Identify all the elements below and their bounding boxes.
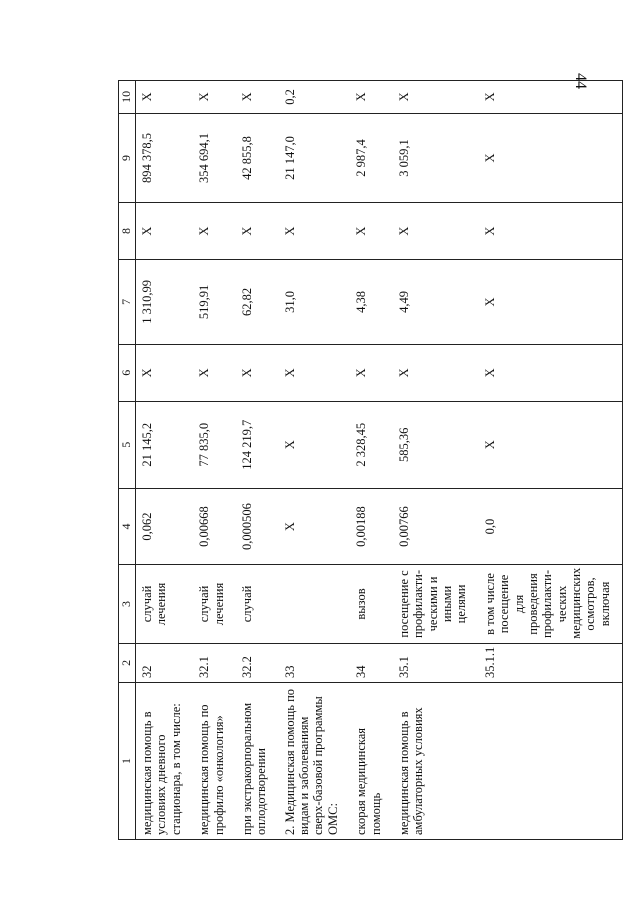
header-cell: 3 — [119, 565, 136, 644]
header-cell: 8 — [119, 203, 136, 260]
table-cell-col-1: медицинская помощь в амбулаторных условиях — [393, 682, 479, 839]
table-cell-col-4: 0,00668 — [193, 488, 236, 564]
table-cell-col-10: 0,2 — [279, 81, 351, 114]
table-cell-col-10: Х — [193, 81, 236, 114]
table-cell-col-3: вызов — [350, 565, 393, 644]
table-cell-col-1: скорая медицинская помощь — [350, 682, 393, 839]
table-cell-col-7: 1 310,99 — [136, 259, 194, 344]
table-cell-col-6: Х — [350, 344, 393, 401]
table-cell-col-6: Х — [236, 344, 279, 401]
table-row — [350, 81, 393, 840]
header-cell: 4 — [119, 488, 136, 564]
table-cell-col-9: 2 987,4 — [350, 113, 393, 202]
table-cell-col-3: случай лечения — [136, 565, 194, 644]
rotated-table-container — [118, 80, 612, 840]
table-cell-col-3: случай лечения — [193, 565, 236, 644]
table-cell-col-1: медицинская помощь в условиях дневного стационара, в том числе: — [136, 682, 194, 839]
table-cell-col-6: Х — [136, 344, 194, 401]
table-cell-col-8: Х — [136, 203, 194, 260]
table-cell-col-5: 77 835,0 — [193, 401, 236, 488]
table-cell-col-5: 124 219,7 — [236, 401, 279, 488]
header-cell: 10 — [119, 81, 136, 114]
table-cell-col-7: Х — [479, 259, 623, 344]
header-cell: 5 — [119, 401, 136, 488]
table-cell-col-7: 62,82 — [236, 259, 279, 344]
table-cell-col-5: 21 145,2 — [136, 401, 194, 488]
header-cell: 6 — [119, 344, 136, 401]
table-cell-col-8: Х — [279, 203, 351, 260]
table-cell-col-9: 3 059,1 — [393, 113, 479, 202]
table-cell-col-7: 4,49 — [393, 259, 479, 344]
table-cell-col-8: Х — [393, 203, 479, 260]
table-cell-col-2: 32.2 — [236, 643, 279, 682]
header-cell: 9 — [119, 113, 136, 202]
table-cell-col-5: 585,36 — [393, 401, 479, 488]
table-cell-col-6: Х — [279, 344, 351, 401]
table-cell-col-6: Х — [193, 344, 236, 401]
table-cell-col-10: Х — [236, 81, 279, 114]
table-cell-col-10: Х — [350, 81, 393, 114]
table-cell-col-1: при экстракорпоральном оплодотворении — [236, 682, 279, 839]
table-cell-col-2: 35.1.1 — [479, 643, 623, 682]
table-cell-col-10: Х — [393, 81, 479, 114]
table-row — [279, 81, 351, 840]
table-cell-col-8: Х — [350, 203, 393, 260]
table-cell-col-8: Х — [236, 203, 279, 260]
table-cell-col-3: посещение с профилакти-ческими и иными целями — [393, 565, 479, 644]
table-cell-col-5: 2 328,45 — [350, 401, 393, 488]
table-cell-col-4: 0,0 — [479, 488, 623, 564]
table-cell-col-6: Х — [479, 344, 623, 401]
table-row — [479, 81, 623, 840]
table-cell-col-2: 35.1 — [393, 643, 479, 682]
header-cell: 2 — [119, 643, 136, 682]
table-cell-col-4: 0,00766 — [393, 488, 479, 564]
header-row — [119, 81, 136, 840]
table-cell-col-5: Х — [279, 401, 351, 488]
table-cell-col-9: 354 694,1 — [193, 113, 236, 202]
table-cell-col-9: 894 378,5 — [136, 113, 194, 202]
table-cell-col-8: Х — [193, 203, 236, 260]
header-cell: 7 — [119, 259, 136, 344]
table-cell-col-4: Х — [279, 488, 351, 564]
table-row — [193, 81, 236, 840]
table-cell-col-9: 42 855,8 — [236, 113, 279, 202]
table-cell-col-3: случай — [236, 565, 279, 644]
table-cell-col-4: 0,000506 — [236, 488, 279, 564]
table-cell-col-4: 0,062 — [136, 488, 194, 564]
table-cell-col-2: 32.1 — [193, 643, 236, 682]
table-cell-col-7: 519,91 — [193, 259, 236, 344]
table-row — [136, 81, 194, 840]
table-cell-col-2: 34 — [350, 643, 393, 682]
table-cell-col-6: Х — [393, 344, 479, 401]
table-cell-col-8: Х — [479, 203, 623, 260]
page-number: 44 — [572, 73, 589, 89]
table-cell-col-7: 4,38 — [350, 259, 393, 344]
table-cell-col-10: Х — [136, 81, 194, 114]
table-cell-col-1: медицинская помощь по профилю «онкология» — [193, 682, 236, 839]
table-cell-col-1 — [479, 682, 623, 839]
table-cell-col-1: 2. Медицинская помощь по видам и заболеваниям сверх-базовой программы ОМС: — [279, 682, 351, 839]
table-cell-col-10: Х — [479, 81, 623, 114]
data-table — [118, 80, 623, 840]
table-cell-col-3 — [279, 565, 351, 644]
table-cell-col-3: в том числе посещение для проведения профилакти-ческих медицинских осмотров, включая — [479, 565, 623, 644]
table-cell-col-2: 33 — [279, 643, 351, 682]
table-cell-col-7: 31,0 — [279, 259, 351, 344]
table-row — [393, 81, 479, 840]
table-cell-col-2: 32 — [136, 643, 194, 682]
table-cell-col-9: 21 147,0 — [279, 113, 351, 202]
table-cell-col-5: Х — [479, 401, 623, 488]
table-row — [236, 81, 279, 840]
table-cell-col-4: 0,00188 — [350, 488, 393, 564]
table-cell-col-9: Х — [479, 113, 623, 202]
header-cell: 1 — [119, 682, 136, 839]
